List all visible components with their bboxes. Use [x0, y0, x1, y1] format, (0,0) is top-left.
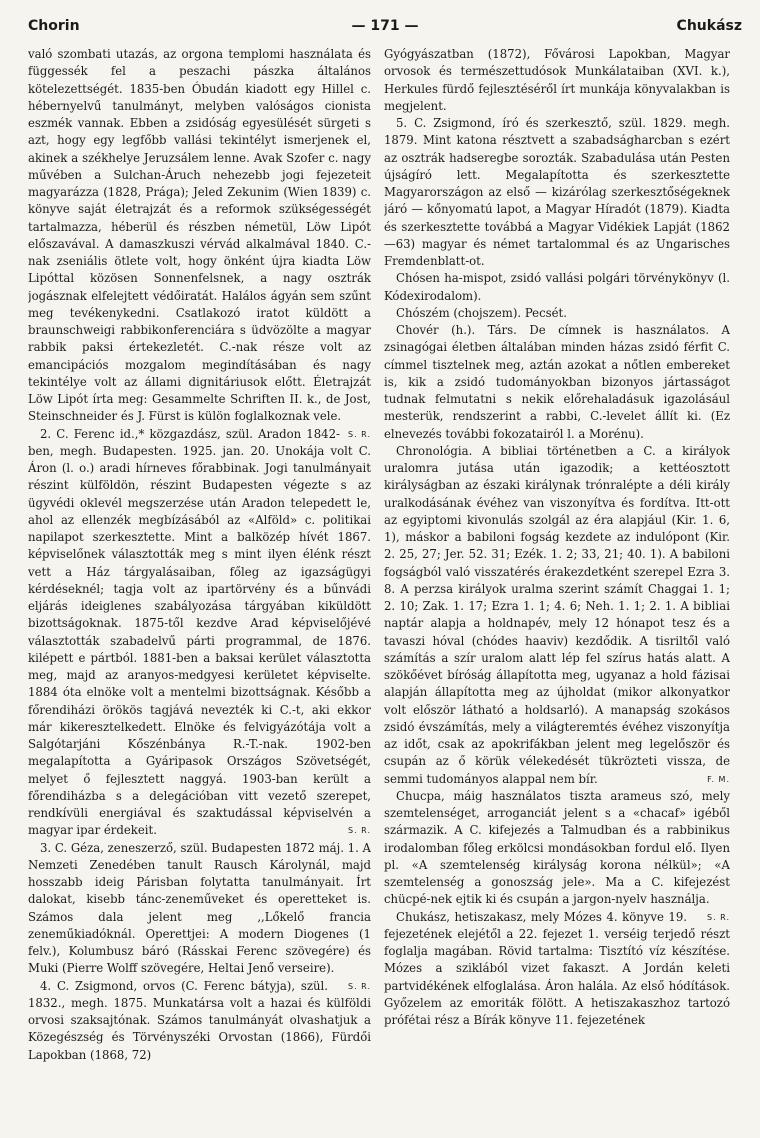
- entry-paragraph: 4. C. Zsigmond, orvos (C. Ferenc bátyja), szül. 1832., megh. 1875. Munkatársa volt a hazai és külföldi orvosi szaksajtónak. Számos tanulmányát olvashatjuk a Közegészség és Törvényszéki Orvostan (1866), Fürdői Lapokban (1868, 72): [28, 978, 371, 1062]
- entry-paragraph: Gyógyászatban (1872), Fővárosi Lapokban, Magyar orvosok és természettudósok Munkálataiban (XVI. k.), Herkules fürdő fejlesztéséről írt munkája könyvalakban is megjelent.: [384, 47, 730, 113]
- right-column: [384, 46, 730, 1130]
- entry-paragraph: 3. C. Géza, zeneszerző, szül. Budapesten 1872 máj. 1. A Nemzeti Zenedében tanult Rausch Károlynál, majd hosszabb ideig Párisban folytatta tanulmányait. Írt dalokat, kisebb tánc-zeneműveket és operetteket is. Számos dala jelent meg ,,Lőkelő francia zeneműkiadóknál. Operettjei: A modern Diogenes (1 felv.), Kolumbusz báró (Rásskai Ferenc szövegére) és Muki (Pierre Wolff szövegére, Heltai Jenő verseire). S. R.: [28, 840, 371, 978]
- entry-paragraph: Chovér (h.). Társ. De címnek is használatos. A zsinagógai életben általában minden házas zsidó férfit C. címmel tisztelnek meg, aztán azokat a nőtlen embereket is, kik a zsidó tudományokban bizonyos jártasságot tudnak felmutatni s nekik előrehaladásuk igazolásául mesterük, rendszerint a rabbi, C.-levelet állít ki. (Ez elnevezés további fokozatairól l. a Morénu).: [384, 323, 730, 441]
- entry-paragraph: 2. C. Ferenc id.,* közgazdász, szül. Aradon 1842-ben, megh. Budapesten. 1925. jan. 20. Unokája volt C. Áron (l. o.) aradi hírneves főrabbinak. Jogi tanulmányait részint külföldön, részint Budapesten végezte s az ügyvédi oklevél megszerzése után Aradon telepedett le, ahol az ellenzék megbízásából az «Alföld» c. politikai napilapot szerkesztette. Mint a balközép hívét 1867. képviselőnek választották meg s mint ilyen élénk részt vett a Ház tárgyalásaiban, főleg az igazságügyi kérdéseknél; tagja volt az ipartörvény és a bűnvádi eljárás ideiglenes szabályozása tárgyában kiküldött bizottságoknak. 1875-től kezdve Arad képviselőjévé választották szabadelvű párti programmal, de 1876. kilépett e pártból. 1881-ben a baksai kerület választotta meg, majd az aranyos-medgyesi kerületet képviselte. 1884 óta elnöke volt a mentelmi bizottságnak. Később a főrendiházi örökös tagjává nevezték ki C.-t, aki ekkor már kikeresztelkedett. Elnöke és felvigyázótája volt a Salgótarjáni Kőszénbánya R.-T.-nak. 1902-ben megalapította a Gyáripasok Országos Szövetségét, melyet ő fejlesztett naggyá. 1903-ban került a főrendiházba s a delegációban vitt vezető szerepet, rendkívüli energiával és szaktudással képviselvén a magyar ipar érdekeit. S. R.: [28, 426, 371, 840]
- running-header: [28, 18, 742, 40]
- page-number: — 171 —: [351, 18, 419, 34]
- header-right-keyword: Chukász: [676, 18, 742, 34]
- entry-paragraph: való szombati utazás, az orgona templomi használata és függessék fel a peszachi pászka általános kötelezettségét. 1835-ben Óbudán kiadott egy Hillel c. hébernyelvű tanulmányt, melyben valóságos cionista eszmék vannak. Ebben a zsidóság egyesülését sürgeti s azt, hogy egy legfőbb vallási tekintélyt ismerjenek el, akinek a székhelye Jeruzsálem lenne. Avak Szofer c. nagy művében a Sulchan-Áruch nehezebb jogi fejezeteit magyarázza (1828, Prága); Jeled Zekunim (Wien 1839) c. könyve saját életrajzát és a reformok szükségességét tartalmazza, héberül és részben németül, Löw Lipót előszavával. A damaszkuszi vérvád alkalmával 1840. C.-nak zseniális ötlete volt, hogy önként újra kiadta Löw Lipóttal közösen Sonnenfelsnek, a nagy osztrák jogásznak elfelejtett védőiratát. Halálos ágyán sem szűnt meg tevékenykedni. Csatlakozó iratot küldött a braunschweigi rabbikonferenciára s üdvözölte a magyar rabbik paksi értekezletét. C.-nak része volt az emancipációs mozgalom megindításában és nagy tekintélye volt az állami dignitáriusok előtt. Életrajzát Löw Lipót írta meg: Gesammelte Schriften II. k., de Jost, Steinschneider és J. Fürst is külön foglalkoznak vele. S. R.: [28, 46, 371, 426]
- author-signature: S. R.: [348, 826, 371, 836]
- left-column: [28, 46, 371, 1130]
- header-left-keyword: Chorin: [28, 18, 80, 34]
- author-signature: S. R.: [348, 429, 371, 439]
- author-signature: F. M.: [707, 774, 730, 784]
- entry-paragraph: Chósen ha-mispot, zsidó vallási polgári törvénykönyv (l. Kódexirodalom).: [384, 271, 730, 303]
- entry-paragraph: Chronológia. A bibliai történetben a C. a királyok uralomra jutása után igazodik; a kettéosztott királyságban az északi királynak trónralépte a déli király uralkodásának évéhez van viszonyítva és fordítva. Itt-ott az egyiptomi kivonulás szolgál az éra alapjául (Kir. 1. 6, 1), máskor a babiloni fogság kezdete az indulópont (Kir. 2. 25, 27; Jer. 52. 31; Ezék. 1. 2; 33, 21; 40. 1). A babiloni fogságból való visszatérés érakezdetként szerepel Ezra 3. 8. A perzsa királyok uralma szerint számít Chaggai 1. 1; 2. 10; Zak. 1. 17; Ezra 1. 1; 4. 6; Neh. 1. 1; 2. 1. A bibliai naptár alapja a holdnapév, mely 12 hónapot tesz és a tavaszi hóval (chódes haaviv) kezdődik. A tisriltől való számítás a szír uralom alatt lép fel szírus hatás alatt. A szökőévet bíróság állapította meg, ugyanaz a hold fázisai alapján állapította meg az újholdat (mikor alkonyatkor volt először látható a holdsarló). A manapság szokásos zsidó évszámítás, mely a világteremtés évéhez viszonyítja az időt, csak az apokrifákban jelent meg legelőször és csupán az ő körük vélekedését tükrözteti vissza, de semmi tudományos alappal nem bír. F. M.: [384, 443, 730, 788]
- author-signature: S. R.: [348, 981, 371, 991]
- entry-paragraph: Chucpa, máig használatos tiszta arameus szó, mely szemtelenséget, arroganciát jelent s a «chacaf» igéből származik. A C. kifejezés a Talmudban és a rabbinikus irodalomban főleg erkölcsi mondásokban fordul elő. Ilyen pl. «A szemtelenség királyság korona nélkül»; «A szemtelenség a gonoszság jele». Ma a C. kifejezést chücpé-nek ejtik ki és csupán a jargon-nyelv használja. S. R.: [384, 788, 730, 909]
- author-signature: S. R.: [707, 912, 730, 922]
- entry-paragraph: 5. C. Zsigmond, író és szerkesztő, szül. 1829. megh. 1879. Mint katona résztvett a szabadságharcban s ezért az osztrák hadseregbe sorozták. Szabadulása után Pesten újságíró lett. Megalapította és szerkesztette Magyarországon az első — kizárólag szerkesztőségeknek járó — kőnyomatú lapot, a Magyar Híradót (1879). Kiadta és szerkesztette továbbá a Magyar Vidékiek Lapját (1862—63) magyar és német tartalommal és az Ungarisches Fremdenblatt-ot.: [384, 116, 730, 268]
- entry-paragraph: Chukász, hetiszakasz, mely Mózes 4. könyve 19. fejezetének elejétől a 22. fejezet 1. verséig terjedő részt foglalja magában. Rövid tartalma: Tisztító víz készítése. Mózes a sziklából vizet fakaszt. A Jordán keleti partvidékének elfoglalása. Áron halála. Az első hódítások. Győzelem az emoriták fölött. A hetiszakaszhoz tartozó prófétai rész a Bírák könyve 11. fejezetének: [384, 909, 730, 1027]
- entry-paragraph: Chószém (chojszem). Pecsét.: [396, 305, 567, 320]
